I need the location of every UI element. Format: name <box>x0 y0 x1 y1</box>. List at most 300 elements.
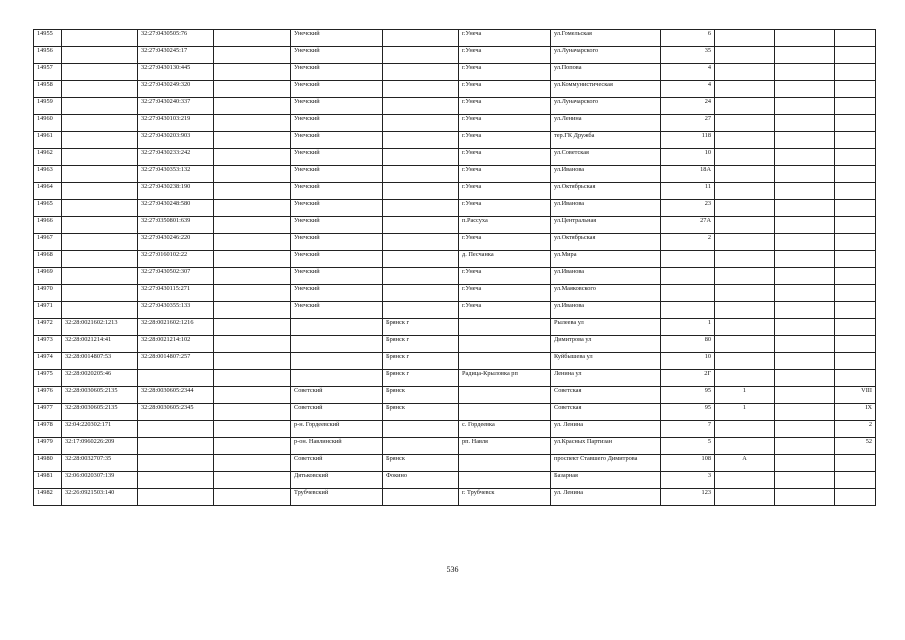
cell-row-number: 14956 <box>34 47 62 64</box>
cell-row-number: 14967 <box>34 234 62 251</box>
cell-house-number: 80 <box>661 336 715 353</box>
cell-cadastral-number-object: 32:27:0430115:271 <box>138 285 214 302</box>
cell-building: А <box>715 455 775 472</box>
cell-row-number: 14963 <box>34 166 62 183</box>
cell-cadastral-number-parcel <box>62 302 138 319</box>
table-row <box>34 370 876 387</box>
cell-locality <box>459 472 551 489</box>
cell-blank-column <box>214 472 291 489</box>
table-row <box>34 438 876 455</box>
cell-room <box>835 183 876 200</box>
cell-district: Советский <box>291 387 383 404</box>
cell-cadastral-number-parcel <box>62 200 138 217</box>
cell-street: ул. Ленина <box>551 489 661 506</box>
cell-room <box>835 217 876 234</box>
table-row <box>34 166 876 183</box>
cell-city <box>383 183 459 200</box>
cell-cadastral-number-parcel <box>62 81 138 98</box>
cell-street: ул.Мира <box>551 251 661 268</box>
cell-city <box>383 149 459 166</box>
register-body <box>34 30 876 506</box>
cell-building <box>715 166 775 183</box>
cell-flat <box>775 421 835 438</box>
cell-cadastral-number-object <box>138 370 214 387</box>
cell-locality: с. Гордеевка <box>459 421 551 438</box>
cell-row-number: 14972 <box>34 319 62 336</box>
cell-blank-column <box>214 387 291 404</box>
cell-house-number: 6 <box>661 30 715 47</box>
cell-row-number: 14961 <box>34 132 62 149</box>
table-row <box>34 149 876 166</box>
cell-row-number: 14958 <box>34 81 62 98</box>
cell-blank-column <box>214 302 291 319</box>
cell-cadastral-number-parcel: 32:28:0030605:2135 <box>62 387 138 404</box>
cell-building <box>715 47 775 64</box>
cell-house-number: 123 <box>661 489 715 506</box>
cell-city <box>383 115 459 132</box>
cell-row-number: 14980 <box>34 455 62 472</box>
cell-room <box>835 98 876 115</box>
table-row <box>34 251 876 268</box>
table-row <box>34 217 876 234</box>
cell-room <box>835 370 876 387</box>
cell-cadastral-number-parcel <box>62 234 138 251</box>
cell-district: Унечский <box>291 132 383 149</box>
table-row <box>34 183 876 200</box>
cell-building <box>715 115 775 132</box>
cell-row-number: 14965 <box>34 200 62 217</box>
cell-district: Унечский <box>291 81 383 98</box>
cell-house-number: 23 <box>661 200 715 217</box>
cell-building <box>715 81 775 98</box>
cell-district <box>291 370 383 387</box>
cell-blank-column <box>214 217 291 234</box>
cell-district: Унечский <box>291 47 383 64</box>
cell-flat <box>775 30 835 47</box>
cell-cadastral-number-object: 32:28:0030605:2345 <box>138 404 214 421</box>
cell-blank-column <box>214 234 291 251</box>
cell-flat <box>775 234 835 251</box>
cell-row-number: 14960 <box>34 115 62 132</box>
cell-locality <box>459 336 551 353</box>
cell-cadastral-number-object: 32:27:0430238:190 <box>138 183 214 200</box>
cell-locality <box>459 387 551 404</box>
cell-cadastral-number-parcel: 32:28:0020205:46 <box>62 370 138 387</box>
cell-house-number: 95 <box>661 404 715 421</box>
cell-blank-column <box>214 149 291 166</box>
cell-locality: г.Унеча <box>459 81 551 98</box>
cell-flat <box>775 268 835 285</box>
cell-cadastral-number-object: 32:27:0430502:307 <box>138 268 214 285</box>
table-row <box>34 387 876 404</box>
cell-room: 2 <box>835 421 876 438</box>
cell-house-number <box>661 251 715 268</box>
cell-district: Советский <box>291 455 383 472</box>
cell-cadastral-number-parcel <box>62 217 138 234</box>
cell-district <box>291 319 383 336</box>
cell-row-number: 14962 <box>34 149 62 166</box>
cell-flat <box>775 251 835 268</box>
cell-district: Унечский <box>291 183 383 200</box>
cell-blank-column <box>214 421 291 438</box>
cell-room <box>835 47 876 64</box>
cell-house-number: 7 <box>661 421 715 438</box>
table-row <box>34 64 876 81</box>
cell-row-number: 14970 <box>34 285 62 302</box>
cell-district: Унечский <box>291 30 383 47</box>
cell-street: ул.Иванова <box>551 166 661 183</box>
cell-flat <box>775 319 835 336</box>
cell-street: Ленина ул <box>551 370 661 387</box>
cell-flat <box>775 353 835 370</box>
cell-blank-column <box>214 370 291 387</box>
cell-street: Советская <box>551 387 661 404</box>
table-row <box>34 455 876 472</box>
cell-street: Димитрова ул <box>551 336 661 353</box>
cell-room <box>835 285 876 302</box>
cell-building <box>715 64 775 81</box>
cell-building <box>715 234 775 251</box>
cell-cadastral-number-parcel <box>62 268 138 285</box>
cell-street: ул.Октябрьская <box>551 183 661 200</box>
cell-city: Брянск г <box>383 319 459 336</box>
cell-blank-column <box>214 489 291 506</box>
cell-house-number: 18А <box>661 166 715 183</box>
table-row <box>34 47 876 64</box>
cell-street: Базарная <box>551 472 661 489</box>
cell-blank-column <box>214 183 291 200</box>
cell-locality <box>459 404 551 421</box>
cell-flat <box>775 183 835 200</box>
cell-flat <box>775 98 835 115</box>
cell-house-number: 2Г <box>661 370 715 387</box>
table-row <box>34 336 876 353</box>
cell-city <box>383 30 459 47</box>
cell-district: Унечский <box>291 302 383 319</box>
cell-blank-column <box>214 81 291 98</box>
cell-cadastral-number-object: 32:28:0030605:2344 <box>138 387 214 404</box>
cell-flat <box>775 149 835 166</box>
cell-building <box>715 353 775 370</box>
table-row <box>34 489 876 506</box>
cell-blank-column <box>214 115 291 132</box>
cell-street: ул.Луначарского <box>551 47 661 64</box>
cell-row-number: 14959 <box>34 98 62 115</box>
cell-blank-column <box>214 251 291 268</box>
cell-cadastral-number-object: 32:27:0430240:337 <box>138 98 214 115</box>
cell-room <box>835 302 876 319</box>
cell-cadastral-number-object: 32:28:0021602:1216 <box>138 319 214 336</box>
cell-cadastral-number-object: 32:27:0160102:22 <box>138 251 214 268</box>
cell-city: Брянск <box>383 387 459 404</box>
cell-flat <box>775 64 835 81</box>
register-sheet <box>33 29 876 506</box>
cell-street: Рылеева ул <box>551 319 661 336</box>
cell-house-number: 27 <box>661 115 715 132</box>
cell-cadastral-number-object <box>138 489 214 506</box>
cell-flat <box>775 115 835 132</box>
cell-street: ул.Коммунистическая <box>551 81 661 98</box>
cell-building <box>715 149 775 166</box>
cell-city: Брянск г <box>383 353 459 370</box>
cell-room <box>835 200 876 217</box>
cell-building <box>715 132 775 149</box>
cell-locality: Радица-Крыловка рп <box>459 370 551 387</box>
cell-row-number: 14978 <box>34 421 62 438</box>
cell-cadastral-number-object: 32:27:0430353:132 <box>138 166 214 183</box>
cell-cadastral-number-object: 32:27:0430246:220 <box>138 234 214 251</box>
cell-building <box>715 183 775 200</box>
cell-house-number <box>661 302 715 319</box>
cell-street: ул.Иванова <box>551 268 661 285</box>
cell-locality: г.Унеча <box>459 302 551 319</box>
table-row <box>34 132 876 149</box>
cell-cadastral-number-parcel: 32:17:0960226:209 <box>62 438 138 455</box>
cell-house-number: 2 <box>661 234 715 251</box>
cell-flat <box>775 81 835 98</box>
cell-locality: г.Унеча <box>459 234 551 251</box>
cell-building <box>715 268 775 285</box>
cell-row-number: 14982 <box>34 489 62 506</box>
cell-cadastral-number-object: 32:27:0430505:76 <box>138 30 214 47</box>
cell-cadastral-number-object: 32:27:0430103:219 <box>138 115 214 132</box>
cell-room <box>835 132 876 149</box>
cell-district: Унечский <box>291 251 383 268</box>
cell-city <box>383 166 459 183</box>
cell-house-number: 11 <box>661 183 715 200</box>
cell-cadastral-number-parcel <box>62 98 138 115</box>
cell-house-number <box>661 285 715 302</box>
cell-locality: г.Унеча <box>459 115 551 132</box>
cell-district: Трубчевский <box>291 489 383 506</box>
cell-house-number: 27А <box>661 217 715 234</box>
cell-flat <box>775 404 835 421</box>
cell-district: Унечский <box>291 149 383 166</box>
cell-cadastral-number-object: 32:27:0430203:903 <box>138 132 214 149</box>
cell-street: ул.Иванова <box>551 302 661 319</box>
cell-row-number: 14973 <box>34 336 62 353</box>
cell-building <box>715 370 775 387</box>
cell-blank-column <box>214 438 291 455</box>
cell-locality: г.Унеча <box>459 200 551 217</box>
cell-row-number: 14969 <box>34 268 62 285</box>
cell-flat <box>775 336 835 353</box>
cell-blank-column <box>214 64 291 81</box>
cell-city <box>383 421 459 438</box>
cell-district: Унечский <box>291 64 383 81</box>
cell-flat <box>775 302 835 319</box>
cell-cadastral-number-parcel <box>62 30 138 47</box>
table-row <box>34 81 876 98</box>
cell-street: тер.ГК Дружба <box>551 132 661 149</box>
table-row <box>34 234 876 251</box>
cell-city <box>383 217 459 234</box>
cell-room: 52 <box>835 438 876 455</box>
cell-district: Унечский <box>291 217 383 234</box>
cell-street: ул.Центральная <box>551 217 661 234</box>
cell-street: ул.Ленина <box>551 115 661 132</box>
cell-city <box>383 47 459 64</box>
cell-cadastral-number-object: 32:28:0021214:102 <box>138 336 214 353</box>
cell-cadastral-number-object: 32:27:0430248:580 <box>138 200 214 217</box>
cell-cadastral-number-parcel: 32:28:0030605:2135 <box>62 404 138 421</box>
cell-cadastral-number-object <box>138 455 214 472</box>
cell-row-number: 14975 <box>34 370 62 387</box>
cell-district <box>291 336 383 353</box>
cell-house-number: 108 <box>661 455 715 472</box>
cell-street: ул.Октябрьская <box>551 234 661 251</box>
cell-blank-column <box>214 268 291 285</box>
cell-building <box>715 472 775 489</box>
cell-building <box>715 251 775 268</box>
cell-cadastral-number-parcel <box>62 149 138 166</box>
cell-cadastral-number-object: 32:27:0430233:242 <box>138 149 214 166</box>
cell-room <box>835 455 876 472</box>
cell-locality: г.Унеча <box>459 268 551 285</box>
cell-locality: г. Трубчевск <box>459 489 551 506</box>
cell-building <box>715 302 775 319</box>
cell-locality: г.Унеча <box>459 183 551 200</box>
cell-house-number: 5 <box>661 438 715 455</box>
cell-city: Фокино <box>383 472 459 489</box>
cell-cadastral-number-object <box>138 472 214 489</box>
cell-city <box>383 285 459 302</box>
cell-cadastral-number-parcel <box>62 132 138 149</box>
cell-flat <box>775 285 835 302</box>
table-row <box>34 268 876 285</box>
cell-room: VIII <box>835 387 876 404</box>
cell-room <box>835 353 876 370</box>
cell-street: ул.Гомельская <box>551 30 661 47</box>
cell-row-number: 14957 <box>34 64 62 81</box>
cell-district <box>291 353 383 370</box>
cell-cadastral-number-object <box>138 421 214 438</box>
cell-cadastral-number-object: 32:27:0430245:17 <box>138 47 214 64</box>
cell-locality: г.Унеча <box>459 166 551 183</box>
cell-row-number: 14955 <box>34 30 62 47</box>
cell-building <box>715 319 775 336</box>
cell-building <box>715 336 775 353</box>
cell-cadastral-number-parcel: 32:28:0014807:53 <box>62 353 138 370</box>
cell-city: Брянск <box>383 404 459 421</box>
table-row <box>34 98 876 115</box>
cell-room <box>835 64 876 81</box>
cell-city <box>383 268 459 285</box>
cell-house-number: 95 <box>661 387 715 404</box>
cell-district: Унечский <box>291 115 383 132</box>
table-row <box>34 302 876 319</box>
cell-building <box>715 489 775 506</box>
table-row <box>34 404 876 421</box>
cell-cadastral-number-parcel <box>62 115 138 132</box>
table-row <box>34 472 876 489</box>
cell-building <box>715 30 775 47</box>
cell-street: Куйбышева ул <box>551 353 661 370</box>
table-row <box>34 285 876 302</box>
cell-room <box>835 319 876 336</box>
cell-city <box>383 251 459 268</box>
cell-street: ул.Маяковского <box>551 285 661 302</box>
cell-city <box>383 64 459 81</box>
cell-house-number: 24 <box>661 98 715 115</box>
cell-cadastral-number-parcel <box>62 285 138 302</box>
cell-locality <box>459 353 551 370</box>
cell-district: Унечский <box>291 285 383 302</box>
cell-blank-column <box>214 166 291 183</box>
cell-row-number: 14976 <box>34 387 62 404</box>
cell-flat <box>775 217 835 234</box>
cell-row-number: 14974 <box>34 353 62 370</box>
cell-room <box>835 336 876 353</box>
cell-flat <box>775 387 835 404</box>
cell-house-number: 35 <box>661 47 715 64</box>
cell-locality: рп. Навля <box>459 438 551 455</box>
cell-cadastral-number-object: 32:27:0430249:320 <box>138 81 214 98</box>
cell-cadastral-number-object: 32:28:0014807:257 <box>138 353 214 370</box>
cell-house-number: 10 <box>661 149 715 166</box>
cell-flat <box>775 455 835 472</box>
cell-house-number: 4 <box>661 81 715 98</box>
table-row <box>34 200 876 217</box>
cell-flat <box>775 370 835 387</box>
cell-city: Брянск г <box>383 336 459 353</box>
cell-row-number: 14979 <box>34 438 62 455</box>
cell-street: ул.Советская <box>551 149 661 166</box>
cell-blank-column <box>214 200 291 217</box>
cell-blank-column <box>214 47 291 64</box>
cell-locality <box>459 319 551 336</box>
cell-district: р-н. Гордеевский <box>291 421 383 438</box>
cell-street: ул. Ленина <box>551 421 661 438</box>
cell-building <box>715 98 775 115</box>
cell-room <box>835 81 876 98</box>
cell-building <box>715 285 775 302</box>
cell-room <box>835 115 876 132</box>
cell-building: 1 <box>715 387 775 404</box>
cell-building <box>715 421 775 438</box>
cell-locality: г.Унеча <box>459 30 551 47</box>
table-row <box>34 421 876 438</box>
cell-row-number: 14964 <box>34 183 62 200</box>
cell-city <box>383 302 459 319</box>
cell-cadastral-number-object: 32:27:0430130:445 <box>138 64 214 81</box>
cell-cadastral-number-parcel: 32:06:0020307:139 <box>62 472 138 489</box>
cell-blank-column <box>214 455 291 472</box>
table-row <box>34 30 876 47</box>
cell-cadastral-number-object: 32:27:0350801:639 <box>138 217 214 234</box>
cell-city <box>383 81 459 98</box>
cell-district: Дятьковский <box>291 472 383 489</box>
cell-house-number: 3 <box>661 472 715 489</box>
cell-row-number: 14981 <box>34 472 62 489</box>
cell-city <box>383 489 459 506</box>
cell-locality: г.Унеча <box>459 149 551 166</box>
cell-city <box>383 98 459 115</box>
cell-cadastral-number-parcel <box>62 251 138 268</box>
cell-building <box>715 438 775 455</box>
cell-street: ул.Луначарского <box>551 98 661 115</box>
cell-city: Брянск <box>383 455 459 472</box>
cell-house-number: 1 <box>661 319 715 336</box>
cell-city <box>383 438 459 455</box>
cell-blank-column <box>214 30 291 47</box>
cell-cadastral-number-parcel <box>62 166 138 183</box>
cell-locality: г.Унеча <box>459 47 551 64</box>
cell-cadastral-number-parcel: 32:28:0021602:1213 <box>62 319 138 336</box>
cell-blank-column <box>214 319 291 336</box>
cell-street: Советская <box>551 404 661 421</box>
cell-house-number: 10 <box>661 353 715 370</box>
